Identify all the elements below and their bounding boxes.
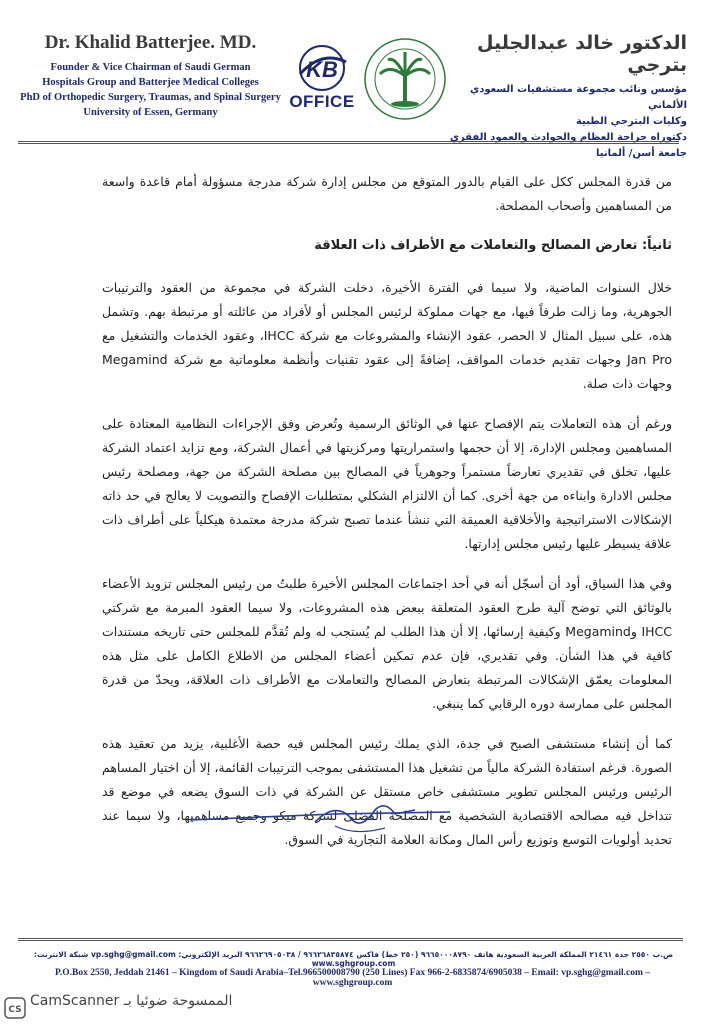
paragraph-3: ورغم أن هذه التعاملات يتم الإفصاح عنها في الوثائق الرسمية وتُعرض وفق الإجراءات النظامية المعتادة على المساهمين ومجلس الإدارة، إلا أن حجمها واستمراريتها ومركزيتها في أعمال الشركة، ومع تزايد اعتماد الشركة عليها، تخلق في تقديري تعارضاً مستمراً وجوهرياً في المصالح بين مصلحة الشركة من جهة، ومصلحة رئيس مجلس الادارة وابناءه من جهة أخرى. كما أن الالتزام الشكلي بمتطلبات الإفصاح والتصويت لا يعالج في حد ذاته الإشكالات الاستراتيجية والأخلاقية العميقة التي تنشأ عندما تصبح شركة مدرجة معتمدة هيكلياً على أطراف ذات علاقة يسيطر عليها رئيس مجلس إدارتها.	[102, 416, 672, 551]
paragraph-2: خلال السنوات الماضية، ولا سيما في الفترة الأخيرة، دخلت الشركة في مجموعة من العقود والترتيبات الجوهرية، وما زالت طرفاً فيها، مع جهات مملوكة لرئيس المجلس أو لأفراد من عائلته أو مرتبطة بهم. وتشمل هذه، على سبيل المثال لا الحصر، عقود الإنشاء والمشروعات مع شركة IHCC، وعقود الخدمات والتشغيل مع Jan Pro وجهات تقديم خدمات المواقف، إضافةً إلى عقود تقنيات وأنظمة معلوماتية مع شركة Megamind وجهات ذات صلة.	[102, 280, 672, 391]
letter-body	[102, 170, 672, 868]
footer-divider	[18, 938, 683, 941]
section-title: ثانياً: تعارض المصالح والتعاملات مع الأطراف ذات العلاقة	[314, 238, 672, 253]
handwritten-signature	[185, 792, 455, 852]
paragraph-5: كما أن إنشاء مستشفى الصبح في جدة، الذي يملك رئيس المجلس فيه حصة الأغلبية، يزيد من تعقيد هذه الصورة. فرغم استفادة الشركة مالياً من تشغيل هذا المستشفى بموجب الترتيبات القائمة، إلا أن اختيار المساهم الرئيس ورئيس المجلس تطوير مستشفى خاص مستقل عن الشركة في ذات السوق يضعه في موضع قد تتداخل فيه مصالحه الاقتصادية الشخصية مع المصلحة الفضلى لشركة ميكو وجميع مساهميها، ولا سيما عند تحديد أولويات التوسع وتوزيع رأس المال ومكانة العلامة التجارية في السوق.	[102, 736, 672, 847]
camscanner-watermark: الممسوحة ضوئيا بـ CamScanner	[30, 993, 233, 1009]
ar-title-line-4: جامعة أسن/ ألمانيا	[596, 148, 687, 159]
title-line-2: Hospitals Group and Batterjee Medical Colleges	[42, 77, 259, 88]
doctor-name-english: Dr. Khalid Batterjee. MD.	[44, 32, 257, 53]
svg-text:CS: CS	[8, 1005, 22, 1015]
camscanner-logo-icon	[4, 997, 26, 1019]
title-line-4: University of Essen, Germany	[83, 107, 218, 118]
title-line-1: Founder & Vice Chairman of Saudi German	[50, 62, 251, 73]
header-divider	[18, 141, 679, 144]
doctor-name-arabic: الدكتور خالد عبدالجليل بترجي	[477, 32, 687, 76]
palm-tree-seal-logo	[360, 34, 450, 124]
paragraph-4: وفي هذا السياق، أود أن أسجّل أنه في أحد اجتماعات المجلس الأخيرة طلبتُ من رئيس المجلس تزويد الأعضاء بالوثائق التي توضح آلية طرح العقود المتعلقة ببعض هذه المشروعات، ولا سيما العقود المبرمة مع شركتي IHCC وMegamind وكيفية إرسائها، إلا أن هذا الطلب لم يُستجب له ولم تُقدَّم للمجلس حتى تاريخه مستندات كافية في هذا الشأن. وفي تقديري، فإن عدم تمكين أعضاء المجلس من الاطلاع الكامل على مثل هذه المعلومات يعمّق الإشكالات المرتبطة بتعارض المصالح والتعاملات مع الأطراف ذات العلاقة، ويحدّ من قدرة المجلس على ممارسة دوره الرقابي كما ينبغي.	[102, 576, 672, 711]
logo-monogram: KB	[306, 57, 338, 82]
footer-english-contact: P.O.Box 2550, Jeddah 21461 – Kingdom of Saudi Arabia–Tel.966500008790 (250 Lines) Fax 966-2-6835874/6905038 – Email: vp.sghg@gmail.com – www.sghgroup.com	[54, 968, 651, 988]
title-line-3: PhD of Orthopedic Surgery, Traumas, and Spinal Surgery	[20, 92, 281, 103]
ar-title-line-3: دكتوراه جراحة العظام والحوادث والعمود الفقري	[449, 132, 687, 143]
letterhead-english	[18, 32, 283, 120]
footer-arabic-contact: ص.ب ٢٥٥٠ جدة ٢١٤٦١ المملكة العربية السعودية هاتف ٩٦٦٥٠٠٠٨٧٩٠ (٢٥٠ خط) فاكس ٩٦٦٢٦٨٣٥٨٧٤ / ٩٦٦٢٦٩٠٥٠٣٨ البريد الإلكتروني: vp.sghg@gmail.com شبكة الانترنت: www.sghgroup.com	[33, 950, 674, 968]
ar-title-line-2: وكليات البترجي الطبية	[575, 116, 687, 127]
paragraph-1: من قدرة المجلس ككل على القيام بالدور المتوقع من مجلس إدارة شركة مدرجة مسؤولة أمام قاعدة واسعة من المساهمين وأصحاب المصلحة.	[102, 174, 672, 213]
ar-title-line-1: مؤسس ونائب مجموعة مستشفيات السعودي الألماني	[470, 84, 687, 111]
office-label: OFFICE	[289, 92, 355, 111]
